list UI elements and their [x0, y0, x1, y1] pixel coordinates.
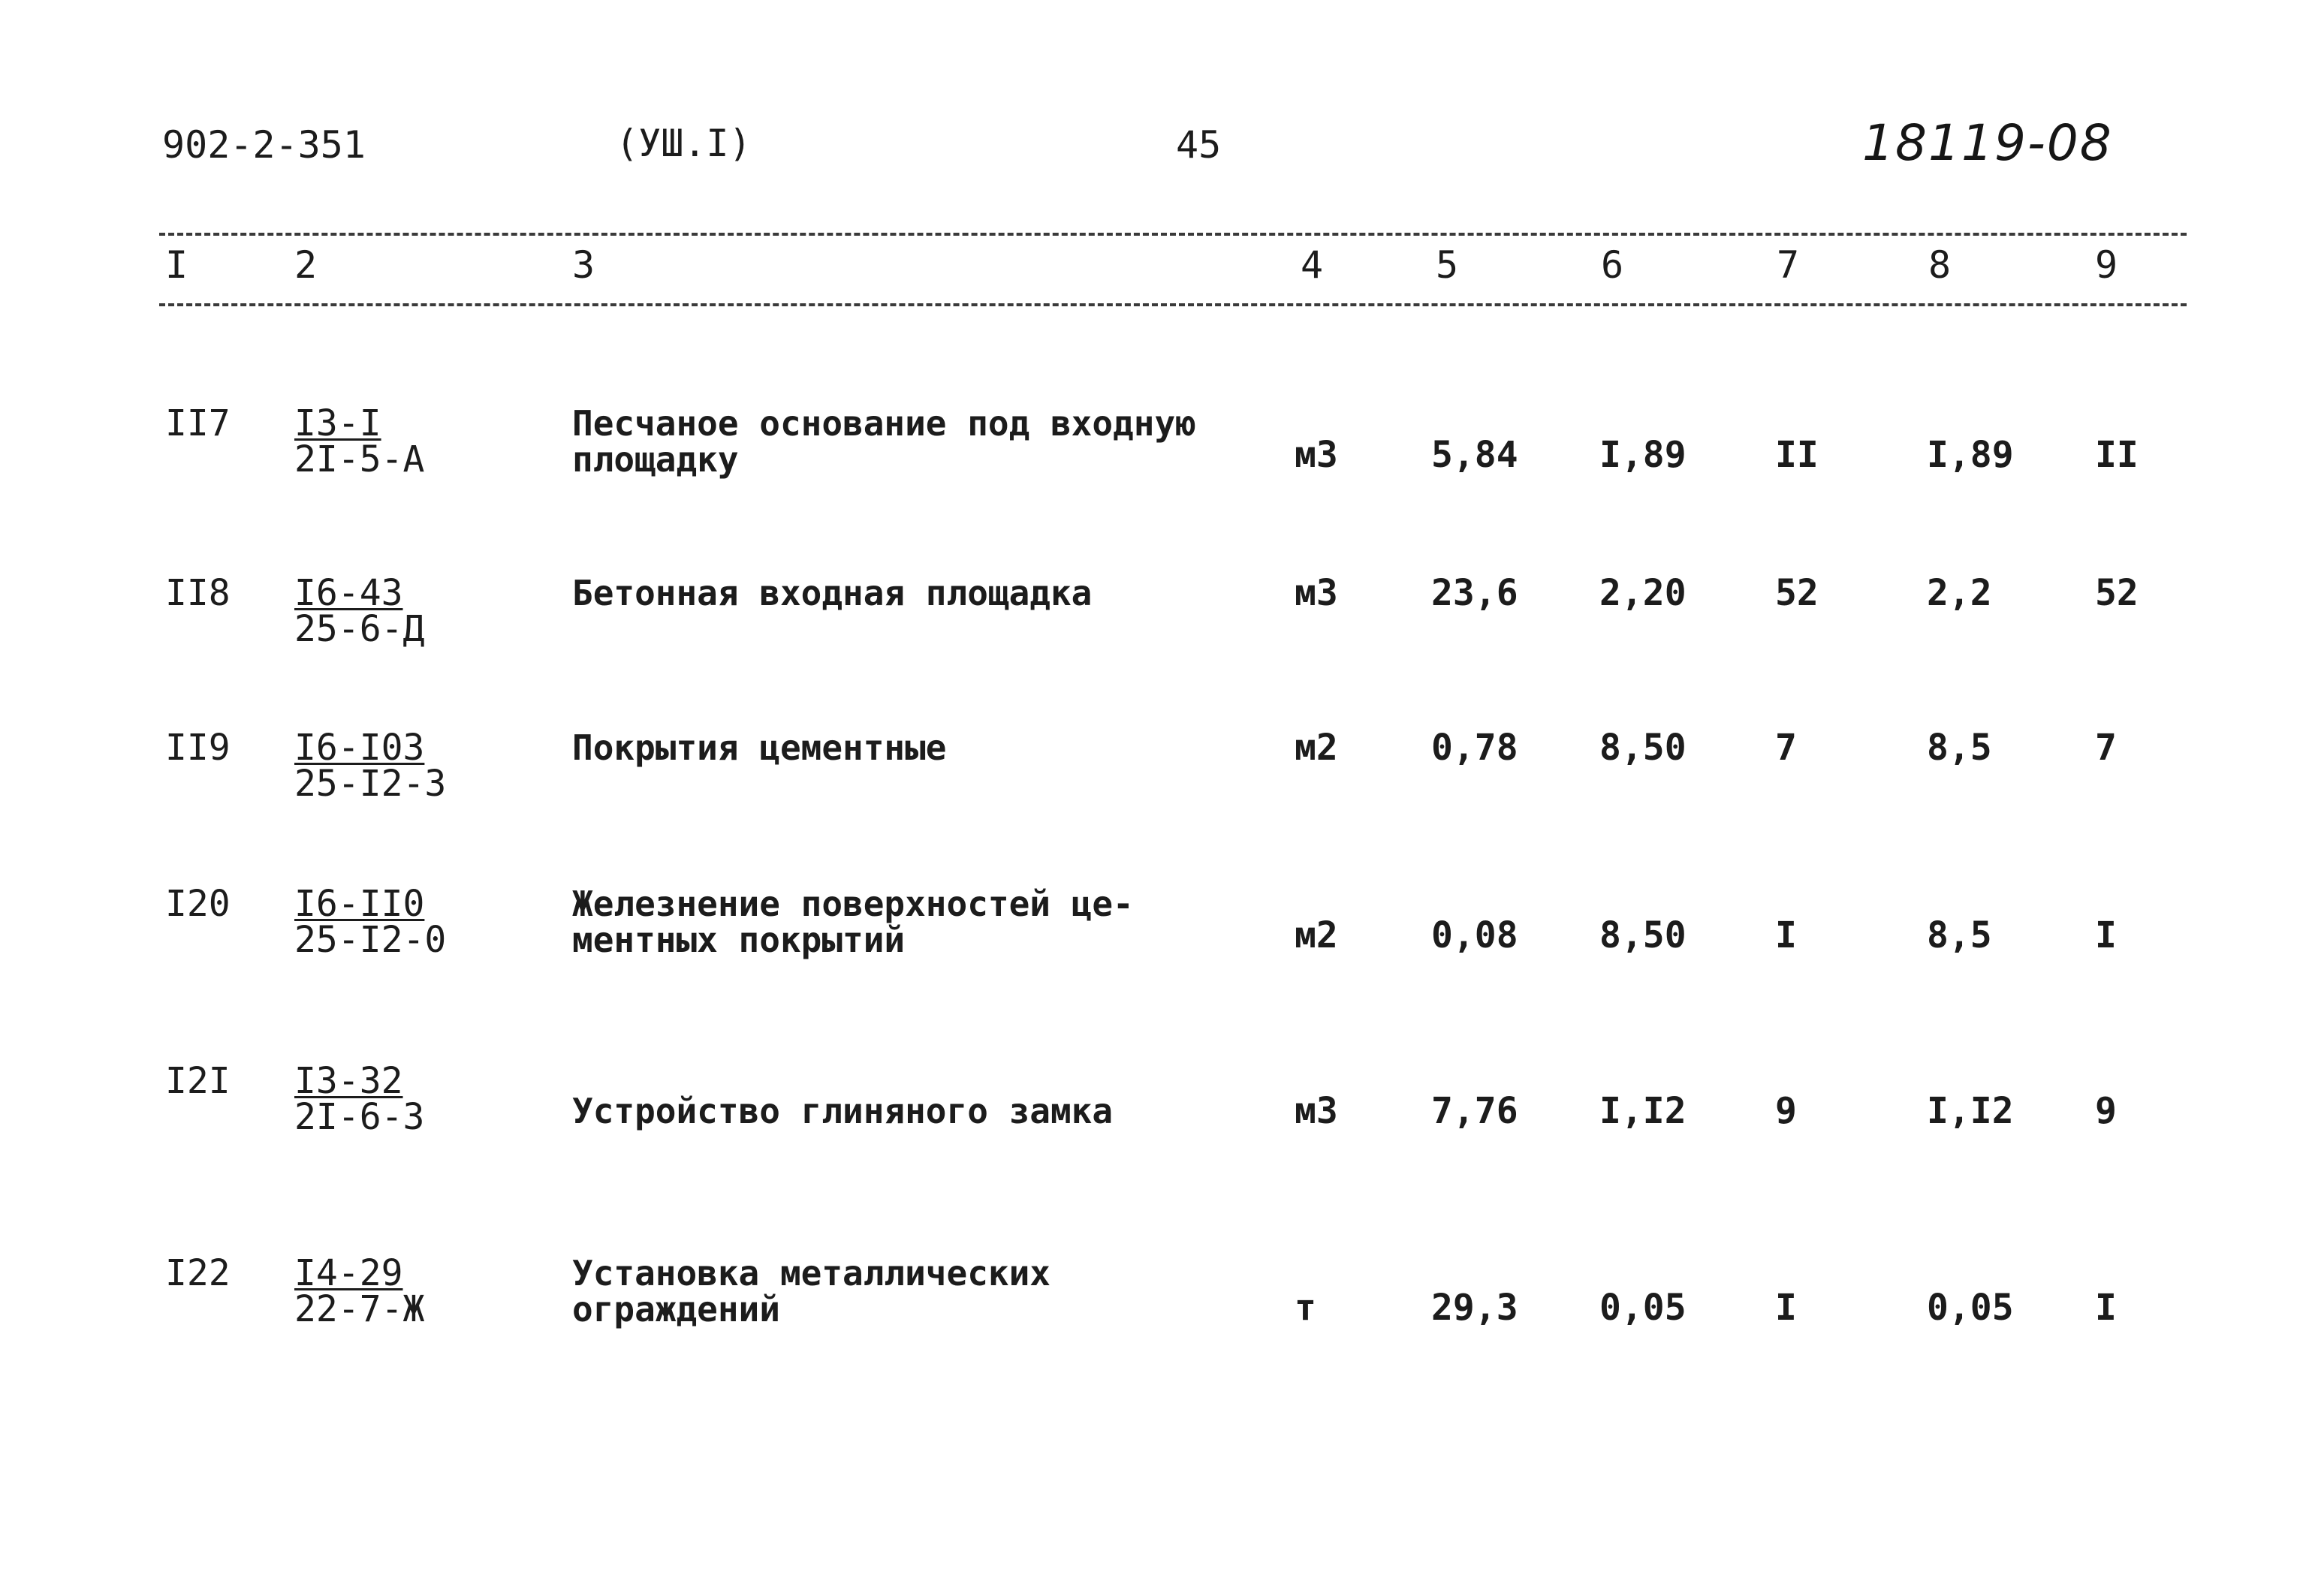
row-description — [572, 403, 1196, 480]
row-col5: 23,6 — [1431, 572, 1518, 614]
row-col5: 5,84 — [1431, 434, 1518, 476]
column-number-4: 4 — [1301, 243, 1324, 287]
row-col7: I — [1775, 1287, 1797, 1329]
row-description — [572, 575, 1092, 611]
page-number: 45 — [1176, 123, 1222, 167]
row-description — [572, 1093, 1113, 1129]
row-number: II9 — [165, 727, 231, 769]
row-col5: 29,3 — [1431, 1287, 1518, 1329]
row-number: I20 — [165, 883, 231, 925]
row-description-line: Бетонная входная площадка — [572, 573, 1093, 613]
row-col8: I,89 — [1927, 434, 2014, 476]
row-col6: 8,50 — [1599, 727, 1687, 769]
row-description — [572, 1255, 1051, 1327]
row-col8: 8,5 — [1927, 727, 1992, 769]
column-number-7: 7 — [1777, 243, 1800, 287]
row-unit: м3 — [1295, 1090, 1338, 1132]
row-col9: 9 — [2095, 1090, 2117, 1132]
column-number-9: 9 — [2095, 243, 2118, 287]
row-col6: 8,50 — [1599, 914, 1687, 956]
row-description-line: ограждений — [572, 1289, 780, 1329]
row-col7: 52 — [1775, 572, 1819, 614]
row-col5: 0,78 — [1431, 727, 1518, 769]
row-number: I22 — [165, 1252, 231, 1294]
table-header-bottom-rule — [159, 303, 2187, 306]
row-codes — [294, 727, 447, 805]
row-col7: II — [1775, 434, 1819, 476]
column-number-8: 8 — [1928, 243, 1952, 287]
row-codes — [294, 572, 425, 650]
row-description-line: Песчаное основание под входную — [572, 403, 1196, 444]
row-description-line: Устройство глиняного замка — [572, 1091, 1114, 1131]
row-code-top: I6-II0 — [294, 883, 425, 925]
row-codes — [294, 883, 447, 961]
row-unit: м3 — [1295, 434, 1338, 476]
row-col7: I — [1775, 914, 1797, 956]
row-codes — [294, 1252, 425, 1330]
row-code-top: I3-I — [294, 402, 381, 444]
row-col6: 2,20 — [1599, 572, 1687, 614]
row-number: II8 — [165, 572, 231, 614]
row-description — [572, 727, 947, 768]
row-col7: 7 — [1775, 727, 1797, 769]
row-col9: I — [2095, 1287, 2117, 1329]
row-description — [572, 886, 1134, 958]
row-code-top: I4-29 — [294, 1252, 403, 1294]
handwritten-number: 18119-08 — [1862, 114, 2113, 172]
document-code: 902-2-351 — [162, 123, 366, 167]
row-col6: I,I2 — [1599, 1090, 1687, 1132]
row-unit: т — [1295, 1287, 1316, 1329]
row-code-top: I3-32 — [294, 1060, 403, 1102]
column-number-2: 2 — [294, 243, 318, 287]
row-col5: 7,76 — [1431, 1090, 1518, 1132]
row-col9: 7 — [2095, 727, 2117, 769]
row-code-bottom: 2I-5-A — [294, 438, 425, 480]
row-unit: м2 — [1295, 914, 1338, 956]
row-code-top: I6-43 — [294, 572, 403, 614]
row-description-line: Установка металлических — [572, 1253, 1051, 1293]
table-header-top-rule — [159, 233, 2187, 236]
row-code-bottom: 25-I2-0 — [294, 919, 447, 961]
row-col8: 0,05 — [1927, 1287, 2014, 1329]
row-col8: 8,5 — [1927, 914, 1992, 956]
row-col8: 2,2 — [1927, 572, 1992, 614]
row-unit: м2 — [1295, 727, 1338, 769]
row-col9: I — [2095, 914, 2117, 956]
column-number-3: 3 — [572, 243, 595, 287]
sheet-label: (УШ.I) — [616, 122, 752, 165]
row-description-line: ментных покрытий — [572, 920, 906, 960]
column-number-1: I — [165, 243, 188, 287]
row-col6: I,89 — [1599, 434, 1687, 476]
row-description-line: площадку — [572, 439, 739, 480]
row-col5: 0,08 — [1431, 914, 1518, 956]
column-number-5: 5 — [1436, 243, 1459, 287]
row-number: I2I — [165, 1060, 231, 1102]
row-col9: 52 — [2095, 572, 2139, 614]
row-description-line: Покрытия цементные — [572, 727, 947, 768]
row-code-bottom: 22-7-Ж — [294, 1288, 425, 1330]
row-codes — [294, 1060, 425, 1138]
row-code-bottom: 25-6-Д — [294, 608, 425, 650]
row-col8: I,I2 — [1927, 1090, 2014, 1132]
row-description-line: Железнение поверхностей це- — [572, 884, 1134, 924]
row-code-top: I6-I03 — [294, 727, 425, 769]
row-code-bottom: 25-I2-3 — [294, 763, 447, 805]
row-col9: II — [2095, 434, 2139, 476]
column-number-6: 6 — [1601, 243, 1624, 287]
row-code-bottom: 2I-6-3 — [294, 1096, 425, 1138]
row-unit: м3 — [1295, 572, 1338, 614]
row-col7: 9 — [1775, 1090, 1797, 1132]
row-number: II7 — [165, 402, 231, 444]
row-codes — [294, 402, 425, 480]
row-col6: 0,05 — [1599, 1287, 1687, 1329]
